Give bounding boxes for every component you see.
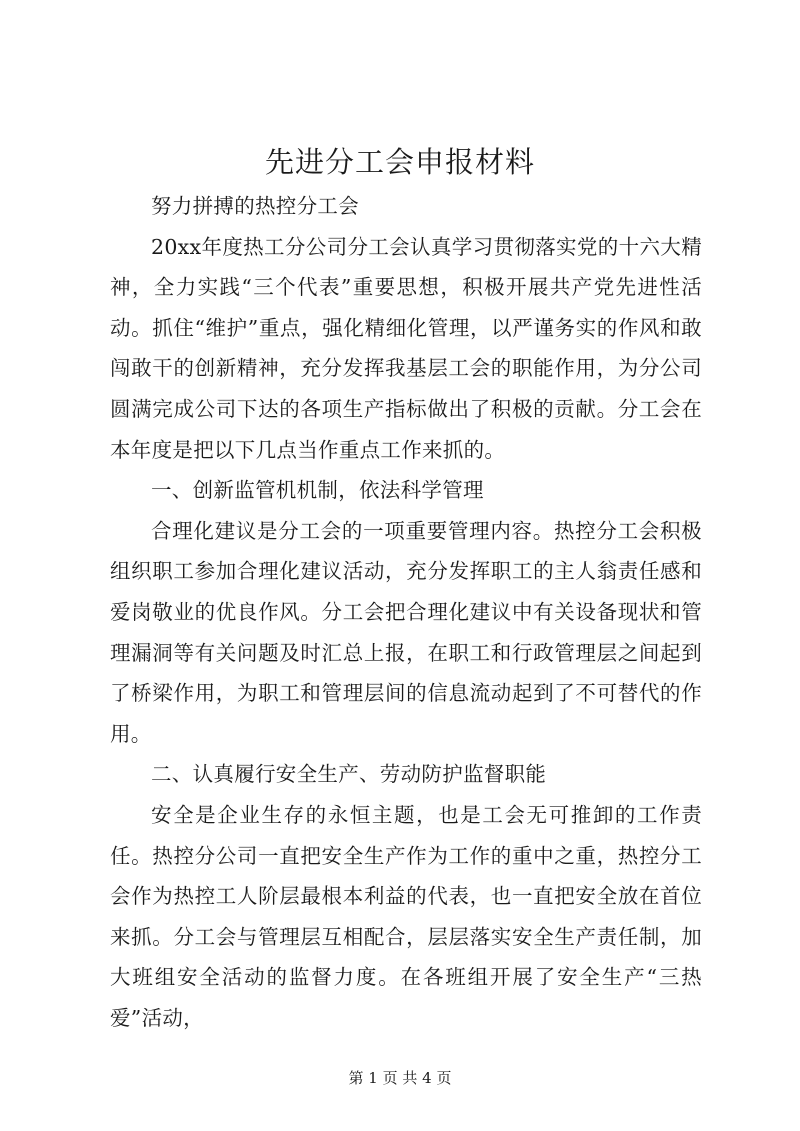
document-body bbox=[110, 186, 702, 1038]
section-2-paragraph: 安全是企业生存的永恒主题，也是工会无可推卸的工作责任。热控分公司一直把安全生产作为工作的重中之重，热控分工会作为热控工人阶层最根本利益的代表，也一直把安全放在首位来抓。分工会与管理层互相配合，层层落实安全生产责任制，加大班组安全活动的监督力度。在各班组开展了安全生产“三热爱”活动， bbox=[110, 802, 702, 1030]
section-heading-1: 一、创新监管机机制，依法科学管理 bbox=[151, 478, 484, 503]
section-heading-2: 二、认真履行安全生产、劳动防护监督职能 bbox=[151, 762, 547, 787]
intro-paragraph: 20xx年度热工分公司分工会认真学习贯彻落实党的十六大精神，全力实践“三个代表”重要思想，积极开展共产党先进性活动。抓住“维护”重点，强化精细化管理，以严谨务实的作风和敢闯敢干的创新精神，充分发挥我基层工会的职能作用，为分公司圆满完成公司下达的各项生产指标做出了积极的贡献。分工会在本年度是把以下几点当作重点工作来抓的。 bbox=[110, 234, 702, 462]
subtitle-paragraph: 努力拼搏的热控分工会 bbox=[151, 194, 359, 218]
section-1-paragraph: 合理化建议是分工会的一项重要管理内容。热控分工会积极组织职工参加合理化建议活动，充分发挥职工的主人翁责任感和爱岗敬业的优良作风。分工会把合理化建议中有关设备现状和管理漏洞等有关问题及时汇总上报，在职工和行政管理层之间起到了桥梁作用，为职工和管理层间的信息流动起到了不可替代的作用。 bbox=[110, 518, 702, 746]
page-number: 第 1 页 共 4 页 bbox=[348, 1069, 452, 1087]
document-title: 先进分工会申报材料 bbox=[264, 145, 535, 179]
